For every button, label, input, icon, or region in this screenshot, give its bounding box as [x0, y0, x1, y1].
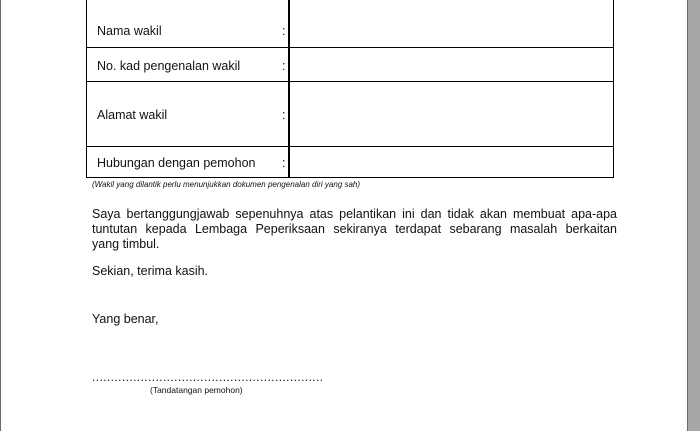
signature-caption: (Tandatangan pemohon) — [150, 385, 243, 395]
table-row-hubungan-dengan-pemohon — [87, 147, 613, 178]
viewer-background — [688, 0, 700, 431]
representative-details-table — [86, 0, 614, 178]
field-no-kad-pengenalan-wakil[interactable] — [291, 48, 611, 81]
colon-no-kad-pengenalan-wakil: : — [282, 59, 286, 73]
table-row-alamat-wakil — [87, 82, 613, 147]
salutation: Yang benar, — [92, 312, 159, 326]
label-hubungan-dengan-pemohon: Hubungan dengan pemohon — [97, 156, 256, 170]
table-row-no-kad-pengenalan-wakil — [87, 48, 613, 82]
page-left-edge — [0, 0, 1, 431]
identification-note: (Wakil yang dilantik perlu menunjukkan dokumen pengenalan diri yang sah) — [92, 180, 361, 189]
statement-line: tuntutan kepada Lembaga Peperiksaan sekiranya terdapat sebarang masalah berkaitan — [92, 222, 617, 236]
statement-line: Saya bertanggungjawab sepenuhnya atas pelantikan ini dan tidak akan membuat apa-apa — [92, 207, 617, 221]
responsibility-statement — [92, 207, 617, 252]
field-alamat-wakil[interactable] — [291, 82, 611, 146]
closing-remark: Sekian, terima kasih. — [92, 264, 209, 278]
colon-nama-wakil: : — [282, 24, 286, 38]
statement-line: yang timbul. — [92, 237, 160, 251]
colon-hubungan-dengan-pemohon: : — [282, 156, 286, 170]
label-nama-wakil: Nama wakil — [97, 24, 162, 38]
field-hubungan-dengan-pemohon[interactable] — [291, 147, 611, 178]
signature-line: .............................................................. — [92, 370, 324, 384]
colon-alamat-wakil: : — [282, 108, 286, 122]
label-no-kad-pengenalan-wakil: No. kad pengenalan wakil — [97, 59, 241, 73]
field-nama-wakil[interactable] — [291, 0, 611, 47]
label-alamat-wakil: Alamat wakil — [97, 108, 168, 122]
table-row-nama-wakil — [87, 0, 613, 48]
